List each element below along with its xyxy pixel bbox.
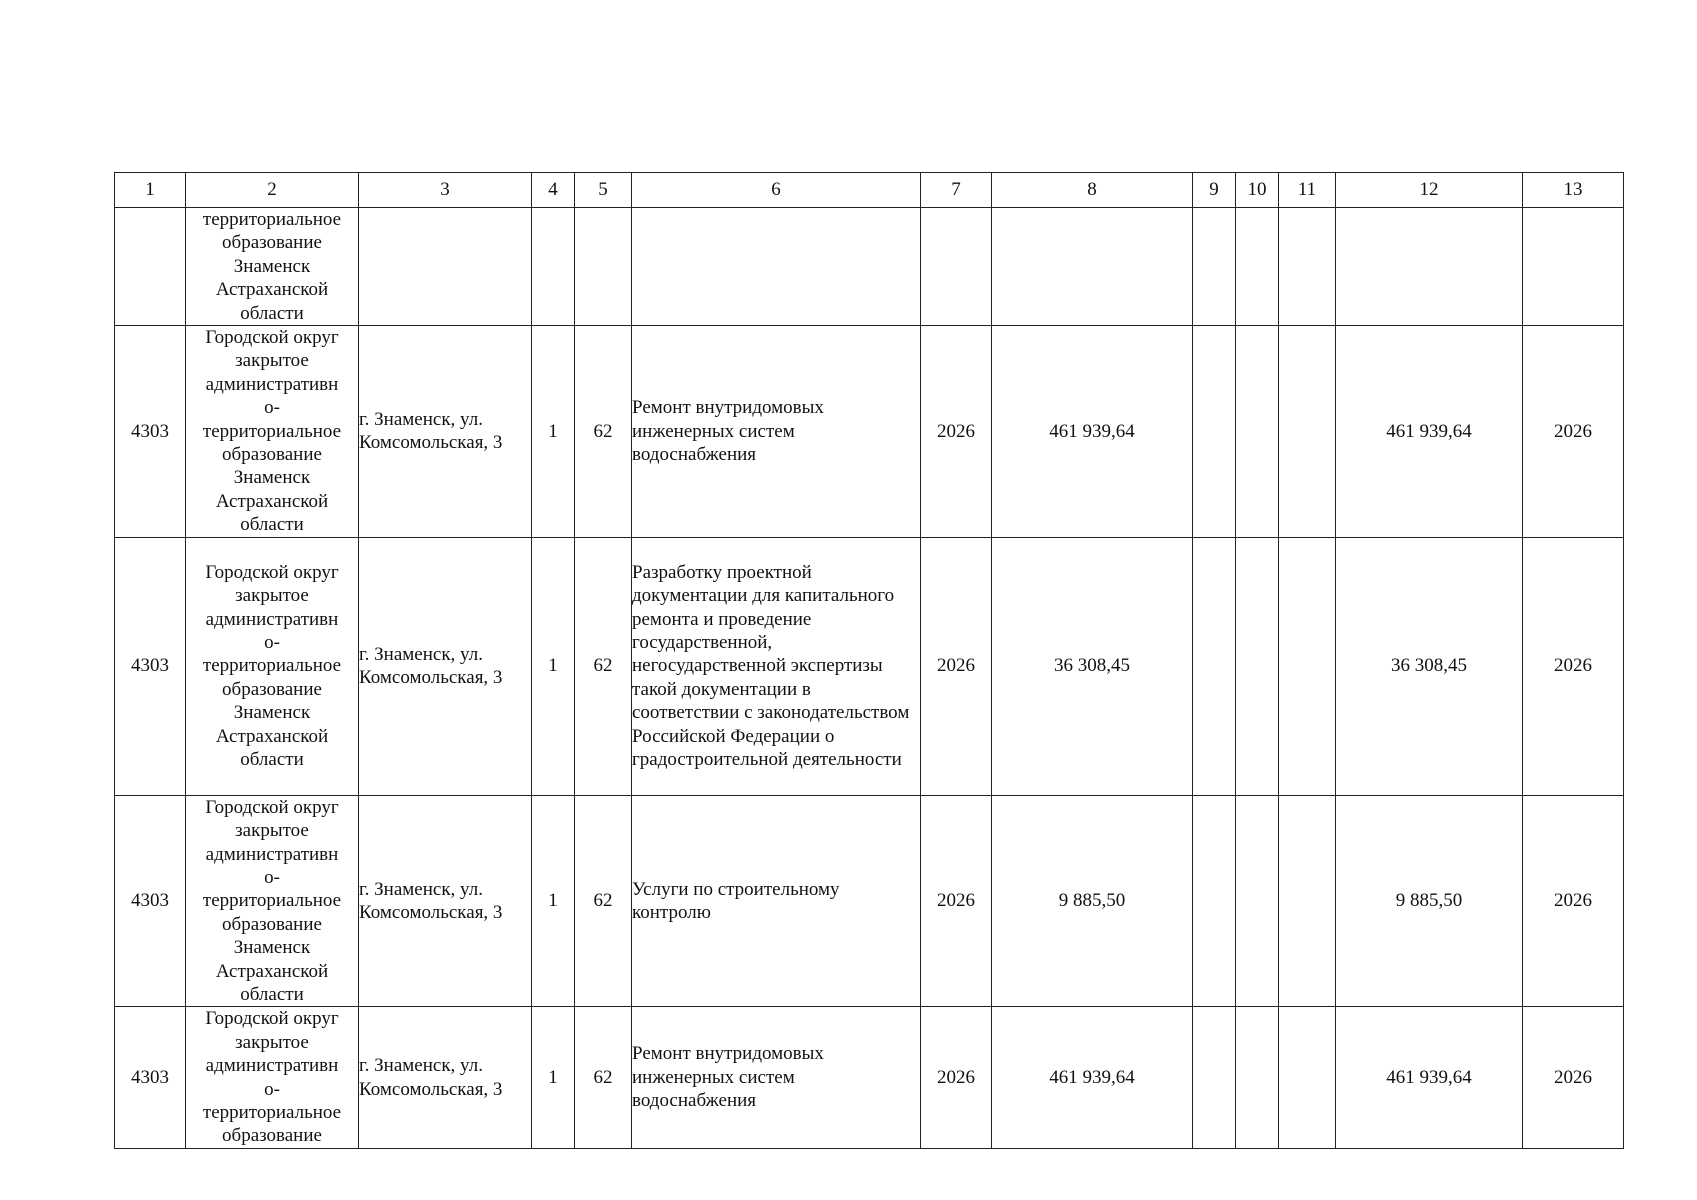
col9-cell xyxy=(1193,326,1236,538)
municipality-line: Астраханской xyxy=(215,279,329,301)
cell-empty xyxy=(1193,208,1236,326)
municipality-line: Знаменск xyxy=(233,937,311,959)
col9-cell xyxy=(1193,1007,1236,1148)
municipality-line: о- xyxy=(264,866,280,888)
col9-cell xyxy=(1193,537,1236,795)
cell-empty xyxy=(575,208,632,326)
col13-cell: 2026 xyxy=(1523,537,1624,795)
col11-cell xyxy=(1279,1007,1336,1148)
cost-cell: 461 939,64 xyxy=(992,1007,1193,1148)
cell-empty xyxy=(1279,208,1336,326)
municipality-line: Астраханской xyxy=(215,960,329,982)
col12-cell: 36 308,45 xyxy=(1336,537,1523,795)
col5-cell: 62 xyxy=(575,326,632,538)
municipality-line: Астраханской xyxy=(215,490,329,512)
cell-empty xyxy=(632,208,921,326)
col5-cell: 62 xyxy=(575,795,632,1007)
cell-empty xyxy=(359,208,532,326)
col9-cell xyxy=(1193,795,1236,1007)
col4-cell: 1 xyxy=(532,795,575,1007)
cost-cell: 36 308,45 xyxy=(992,537,1193,795)
column-header: 12 xyxy=(1336,173,1523,208)
address-cell: г. Знаменск, ул. Комсомольская, 3 xyxy=(359,537,532,795)
col13-cell: 2026 xyxy=(1523,326,1624,538)
municipality-line: территориальное xyxy=(202,209,342,230)
municipality-line: закрытое xyxy=(235,585,309,607)
column-header: 8 xyxy=(992,173,1193,208)
municipality-cell xyxy=(186,326,359,538)
row-code-cell: 4303 xyxy=(115,795,186,1007)
cell-empty xyxy=(921,208,992,326)
work-type-cell: Услуги по строительному контролю xyxy=(632,795,921,1007)
municipality-line: области xyxy=(240,749,304,771)
municipality-line: административн xyxy=(205,1055,339,1077)
table-row xyxy=(115,326,1624,538)
column-header: 5 xyxy=(575,173,632,208)
municipality-line: Городской округ xyxy=(205,796,339,818)
municipality-line: образование xyxy=(222,1125,322,1147)
column-header: 3 xyxy=(359,173,532,208)
cell-empty xyxy=(1336,208,1523,326)
address-cell: г. Знаменск, ул. Комсомольская, 3 xyxy=(359,1007,532,1148)
municipality-line: Знаменск xyxy=(233,255,311,277)
municipality-line: Городской округ xyxy=(205,327,339,349)
cell-empty xyxy=(532,208,575,326)
row-code-cell: 4303 xyxy=(115,1007,186,1148)
column-header: 11 xyxy=(1279,173,1336,208)
col4-cell: 1 xyxy=(532,1007,575,1148)
municipality-line: территориальное xyxy=(202,890,342,912)
municipality-line: Знаменск xyxy=(233,702,311,724)
work-type-cell: Разработку проектной документации для капитального ремонта и проведение государственной, негосударственной экспертизы такой документации в соответствии с законодательством Российской Федерации о градостроительной деятельности xyxy=(632,537,921,795)
col12-cell: 461 939,64 xyxy=(1336,326,1523,538)
address-cell: г. Знаменск, ул. Комсомольская, 3 xyxy=(359,795,532,1007)
municipality-cell xyxy=(186,1007,359,1148)
col10-cell xyxy=(1236,1007,1279,1148)
municipality-line: области xyxy=(240,302,304,324)
municipality-line: Городской округ xyxy=(205,1008,339,1030)
column-header: 2 xyxy=(186,173,359,208)
col5-cell: 62 xyxy=(575,537,632,795)
municipality-line: территориальное xyxy=(202,1101,342,1123)
work-type-cell: Ремонт внутридомовых инженерных систем водоснабжения xyxy=(632,1007,921,1148)
header-row xyxy=(115,173,1624,208)
municipality-line: закрытое xyxy=(235,1031,309,1053)
column-header: 10 xyxy=(1236,173,1279,208)
column-header: 1 xyxy=(115,173,186,208)
column-header: 6 xyxy=(632,173,921,208)
municipality-line: закрытое xyxy=(235,350,309,372)
municipality-cell xyxy=(186,537,359,795)
col10-cell xyxy=(1236,795,1279,1007)
cell-empty xyxy=(992,208,1193,326)
row-code-cell: 4303 xyxy=(115,537,186,795)
column-header: 9 xyxy=(1193,173,1236,208)
col11-cell xyxy=(1279,537,1336,795)
municipality-line: области xyxy=(240,983,304,1005)
year-cell: 2026 xyxy=(921,326,992,538)
municipality-line: образование xyxy=(222,913,322,935)
cell-empty xyxy=(1236,208,1279,326)
municipality-line: образование xyxy=(222,232,322,254)
municipality-line: образование xyxy=(222,444,322,466)
col5-cell: 62 xyxy=(575,1007,632,1148)
year-cell: 2026 xyxy=(921,795,992,1007)
work-type-cell: Ремонт внутридомовых инженерных систем водоснабжения xyxy=(632,326,921,538)
municipality-cell xyxy=(186,208,359,326)
col10-cell xyxy=(1236,326,1279,538)
municipality-line: Знаменск xyxy=(233,467,311,489)
row-code-cell: 4303 xyxy=(115,326,186,538)
municipality-line: административн xyxy=(205,373,339,395)
address-cell: г. Знаменск, ул. Комсомольская, 3 xyxy=(359,326,532,538)
col10-cell xyxy=(1236,537,1279,795)
municipality-line: Астраханской xyxy=(215,725,329,747)
municipality-line: образование xyxy=(222,678,322,700)
year-cell: 2026 xyxy=(921,1007,992,1148)
municipality-line: территориальное xyxy=(202,655,342,677)
municipality-line: о- xyxy=(264,632,280,654)
municipality-line: закрытое xyxy=(235,820,309,842)
column-header: 13 xyxy=(1523,173,1624,208)
municipality-line: о- xyxy=(264,1078,280,1100)
table-row-continuation xyxy=(115,208,1624,326)
municipality-line: о- xyxy=(264,397,280,419)
table-row xyxy=(115,537,1624,795)
col11-cell xyxy=(1279,326,1336,538)
col4-cell: 1 xyxy=(532,326,575,538)
municipality-line: территориальное xyxy=(202,420,342,442)
municipality-line: административн xyxy=(205,608,339,630)
cell-empty xyxy=(1523,208,1624,326)
col11-cell xyxy=(1279,795,1336,1007)
cell-empty xyxy=(115,208,186,326)
cost-cell: 9 885,50 xyxy=(992,795,1193,1007)
col4-cell: 1 xyxy=(532,537,575,795)
municipality-line: административн xyxy=(205,843,339,865)
year-cell: 2026 xyxy=(921,537,992,795)
col13-cell: 2026 xyxy=(1523,1007,1624,1148)
capital-repair-table xyxy=(114,172,1624,1149)
col12-cell: 461 939,64 xyxy=(1336,1007,1523,1148)
col12-cell: 9 885,50 xyxy=(1336,795,1523,1007)
table-row xyxy=(115,795,1624,1007)
municipality-cell xyxy=(186,795,359,1007)
cost-cell: 461 939,64 xyxy=(992,326,1193,538)
municipality-line: области xyxy=(240,514,304,536)
table-row xyxy=(115,1007,1624,1148)
col13-cell: 2026 xyxy=(1523,795,1624,1007)
column-header: 4 xyxy=(532,173,575,208)
column-header: 7 xyxy=(921,173,992,208)
municipality-line: Городской округ xyxy=(205,561,339,583)
